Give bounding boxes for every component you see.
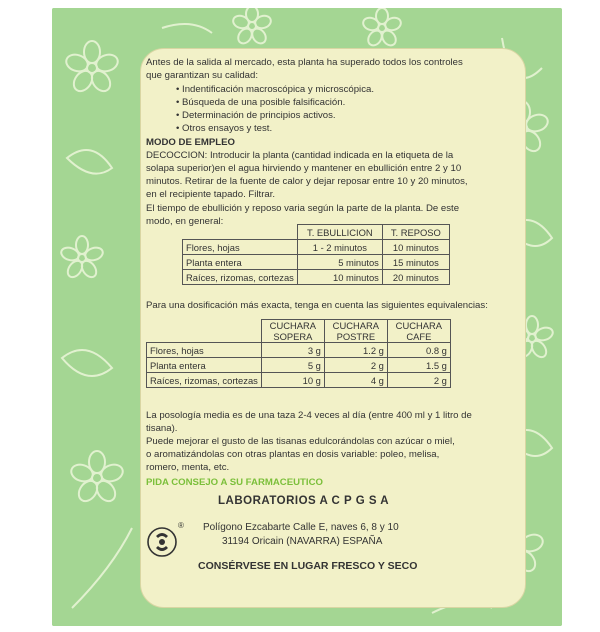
ebullicion-line-1: El tiempo de ebullición y reposo varia según la parte de la planta. De este: [146, 203, 460, 214]
equivalencias-text: Para una dosificación más exacta, tenga en cuenta las siguientes equivalencias:: [146, 300, 488, 311]
decoccion-line-1: DECOCCION: Introducir la planta (cantidad indicada en la etiqueta de la: [146, 150, 454, 161]
table-header-cell: CUCHARA CAFE: [387, 320, 450, 343]
table-cell: 3 g: [261, 343, 324, 358]
table-cell: Raíces, rizomas, cortezas: [147, 373, 262, 388]
table-header-row: [147, 320, 451, 343]
table-header-cell: T. EBULLICION: [297, 225, 382, 240]
table-cell: 2 g: [387, 373, 450, 388]
decoccion-line-3: minutos. Retirar de la fuente de calor y dejar reposar entre 10 y 20 minutos,: [146, 176, 468, 187]
posologia-line-1: La posología media es de una taza 2-4 veces al día (entre 400 ml y 1 litro de: [146, 410, 472, 421]
table-row: [183, 240, 450, 255]
ebullicion-table: [182, 224, 450, 285]
table-cell: 2 g: [324, 358, 387, 373]
table-cell: 1.2 g: [324, 343, 387, 358]
mejorar-line-2: o aromatizándolas con otras plantas en dosis variable: poleo, melisa,: [146, 449, 440, 460]
laboratory-name: LABORATORIOS A C P G S A: [218, 495, 390, 507]
table-cell: 1 - 2 minutos: [297, 240, 382, 255]
bullet-item: • Determinación de principios activos.: [176, 110, 336, 121]
table-header-cell: T. REPOSO: [382, 225, 449, 240]
recycle-icon: [146, 526, 178, 558]
table-cell: Planta entera: [183, 255, 298, 270]
table-cell: 20 minutos: [382, 270, 449, 285]
decoccion-line-2: solapa superior)en el agua hirviendo y mantener en ebullición entre 2 y 10: [146, 163, 462, 174]
table-row: [183, 270, 450, 285]
table-cell: 15 minutos: [382, 255, 449, 270]
modo-heading: MODO DE EMPLEO: [146, 137, 236, 148]
table-cell: 10 g: [261, 373, 324, 388]
table-header-cell: CUCHARA SOPERA: [261, 320, 324, 343]
address-line-1: Polígono Ezcabarte Calle E, naves 6, 8 y 10: [203, 522, 399, 533]
intro-line-1: Antes de la salida al mercado, esta planta ha superado todos los controles: [146, 57, 463, 68]
table-cell: 4 g: [324, 373, 387, 388]
consejo-text: PIDA CONSEJO A SU FARMACEUTICO: [146, 477, 323, 488]
ebullicion-line-2: modo, en general:: [146, 216, 224, 227]
table-cell: 5 g: [261, 358, 324, 373]
address-line-2: 31194 Oricain (NAVARRA) ESPAÑA: [222, 536, 383, 547]
table-header-row: [183, 225, 450, 240]
mejorar-line-1: Puede mejorar el gusto de las tisanas edulcorándolas con azúcar o miel,: [146, 436, 455, 447]
table-row: [147, 373, 451, 388]
storage-instruction: CONSÉRVESE EN LUGAR FRESCO Y SECO: [198, 560, 418, 572]
table-cell: 5 minutos: [297, 255, 382, 270]
equivalencias-table: [146, 319, 451, 388]
table-cell: Flores, hojas: [183, 240, 298, 255]
decoccion-line-4: en el recipiente tapado. Filtrar.: [146, 189, 276, 200]
table-cell: 10 minutos: [297, 270, 382, 285]
table-cell: Flores, hojas: [147, 343, 262, 358]
table-cell: 0.8 g: [387, 343, 450, 358]
bullet-item: • Indentificación macroscópica y microscópica.: [176, 84, 374, 95]
table-row: [147, 343, 451, 358]
mejorar-line-3: romero, menta, etc.: [146, 462, 230, 473]
table-row: [183, 255, 450, 270]
registered-mark: ®: [178, 521, 184, 530]
table-cell: Raíces, rizomas, cortezas: [183, 270, 298, 285]
table-row: [147, 358, 451, 373]
bullet-item: • Búsqueda de una posible falsificación.: [176, 97, 346, 108]
table-cell: 10 minutos: [382, 240, 449, 255]
bullet-item: • Otros ensayos y test.: [176, 123, 273, 134]
intro-line-2: que garantizan su calidad:: [146, 70, 259, 81]
table-cell: Planta entera: [147, 358, 262, 373]
table-header-cell: CUCHARA POSTRE: [324, 320, 387, 343]
table-cell: 1.5 g: [387, 358, 450, 373]
posologia-line-2: tisana).: [146, 423, 178, 434]
